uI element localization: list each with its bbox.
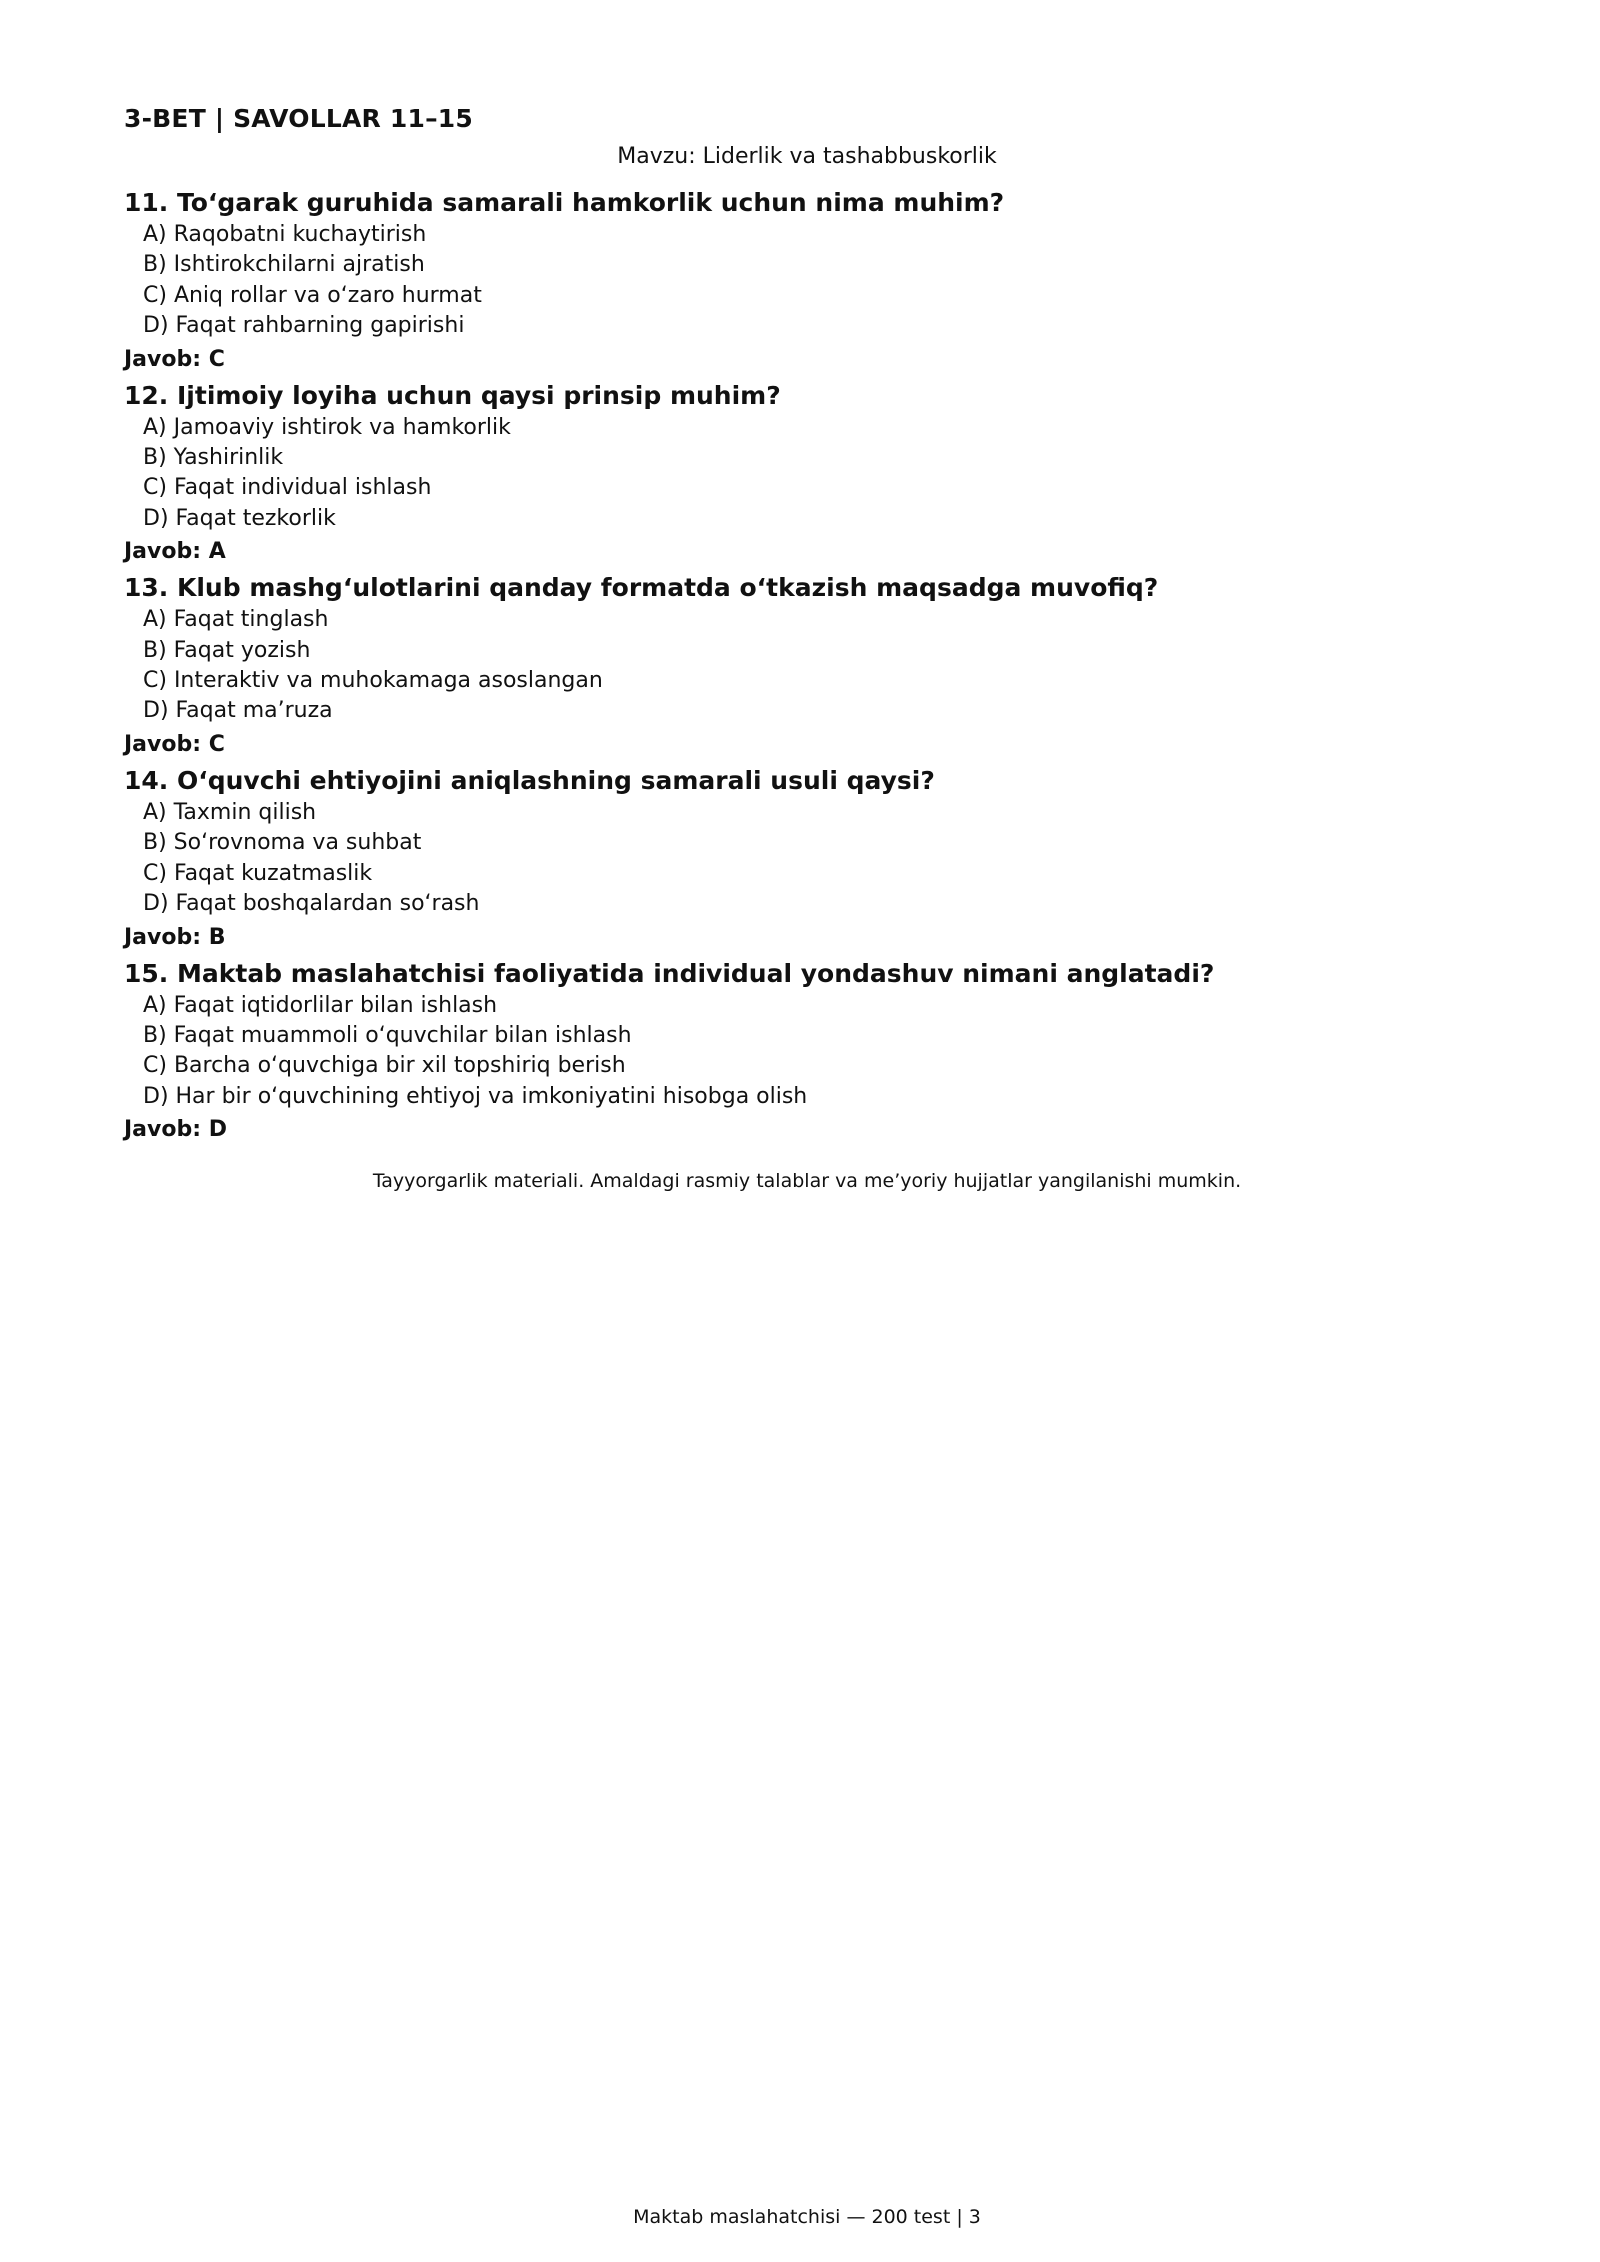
option-list	[124, 798, 1504, 920]
question-block	[124, 764, 1504, 953]
question-block	[124, 957, 1504, 1146]
option-c: C) Faqat kuzatmaslik	[143, 860, 373, 886]
question-title: 12. Ijtimoiy loyiha uchun qaysi prinsip muhim?	[124, 380, 781, 410]
answer-key: Javob: C	[124, 731, 225, 757]
disclaimer-note: Tayyorgarlik materiali. Amaldagi rasmiy talablar va me’yoriy hujjatlar yangilanishi mumkin.	[372, 1170, 1242, 1192]
option-list	[124, 413, 1504, 535]
question-block	[124, 379, 1504, 568]
option-b: B) So‘rovnoma va suhbat	[143, 830, 422, 856]
option-a: A) Faqat tinglash	[143, 607, 329, 633]
option-d: D) Faqat rahbarning gapirishi	[143, 313, 465, 339]
question-block	[124, 571, 1504, 760]
answer-key: Javob: C	[124, 346, 225, 372]
question-title: 13. Klub mashg‘ulotlarini qanday formatda o‘tkazish maqsadga muvofiq?	[124, 573, 1159, 603]
option-list	[124, 605, 1504, 727]
option-c: C) Aniq rollar va o‘zaro hurmat	[143, 282, 482, 308]
option-a: A) Taxmin qilish	[143, 799, 317, 825]
answer-key: Javob: A	[124, 539, 226, 565]
option-c: C) Interaktiv va muhokamaga asoslangan	[143, 668, 603, 694]
question-block	[124, 186, 1504, 375]
option-list	[124, 220, 1504, 342]
answer-key: Javob: D	[124, 1117, 227, 1143]
page-footer: Maktab maslahatchisi — 200 test | 3	[633, 2206, 981, 2228]
option-a: A) Faqat iqtidorlilar bilan ishlash	[143, 992, 498, 1018]
question-list	[124, 186, 1504, 1149]
option-d: D) Har bir o‘quvchining ehtiyoj va imkoniyatini hisobga olish	[143, 1083, 808, 1109]
answer-key: Javob: B	[124, 924, 226, 950]
option-b: B) Faqat yozish	[143, 637, 311, 663]
option-d: D) Faqat ma’ruza	[143, 698, 333, 724]
option-b: B) Faqat muammoli o‘quvchilar bilan ishlash	[143, 1022, 632, 1048]
option-a: A) Raqobatni kuchaytirish	[143, 222, 427, 247]
page-title: 3-BET | SAVOLLAR 11–15	[124, 104, 473, 133]
question-title: 14. O‘quvchi ehtiyojini aniqlashning samarali usuli qaysi?	[124, 765, 935, 795]
option-b: B) Ishtirokchilarni ajratish	[143, 252, 425, 278]
option-d: D) Faqat boshqalardan so‘rash	[143, 891, 480, 917]
option-b: B) Yashirinlik	[143, 445, 284, 471]
option-a: A) Jamoaviy ishtirok va hamkorlik	[143, 414, 511, 440]
option-d: D) Faqat tezkorlik	[143, 505, 336, 531]
question-title: 15. Maktab maslahatchisi faoliyatida individual yondashuv nimani anglatadi?	[124, 958, 1215, 988]
question-title: 11. To‘garak guruhida samarali hamkorlik uchun nima muhim?	[124, 188, 1005, 217]
option-list	[124, 991, 1504, 1113]
option-c: C) Faqat individual ishlash	[143, 475, 432, 501]
topic-subtitle: Mavzu: Liderlik va tashabbuskorlik	[617, 144, 997, 169]
option-c: C) Barcha o‘quvchiga bir xil topshiriq berish	[143, 1053, 626, 1079]
